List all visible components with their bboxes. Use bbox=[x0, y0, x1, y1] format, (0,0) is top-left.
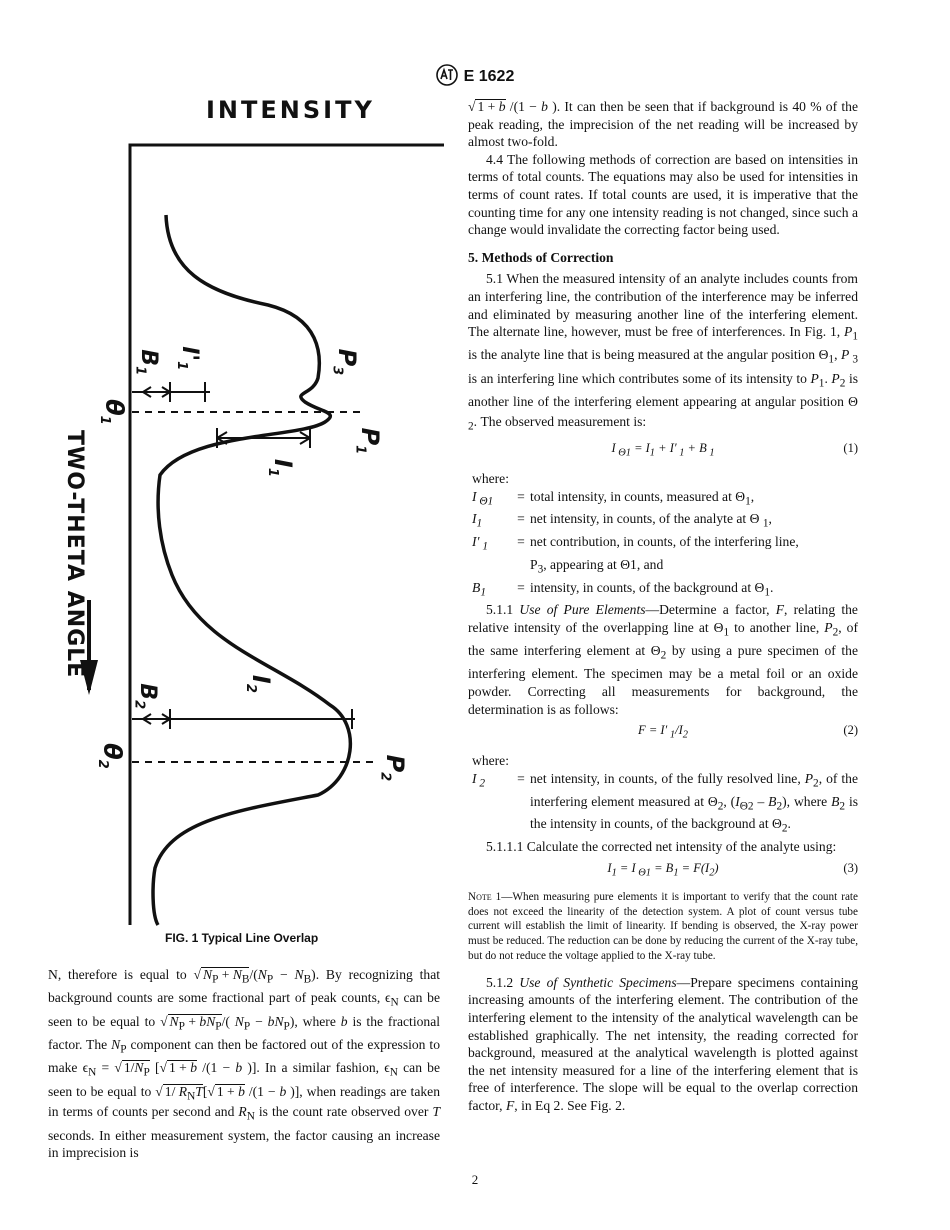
def-text: net intensity, in counts, of the analyte at Θ $_1$, bbox=[530, 511, 772, 531]
label-theta2: $\theta_2$ bbox=[94, 743, 127, 769]
left-column bbox=[48, 966, 440, 1162]
def-text: total intensity, in counts, measured at $\Theta_1$, bbox=[530, 488, 755, 508]
label-b1: $B_1$ bbox=[132, 349, 162, 376]
def-symbol: I′ $_1$ bbox=[472, 534, 489, 553]
label-i1: $I_1$ bbox=[265, 458, 297, 477]
paragraph-5-1-2: 5.1.2 Use of Synthetic Specimens—Prepare specimens containing increasing amounts of the interfering element. The contribution of the interfering element to the intensity of the analytical wavelength can be established graphically. The net intensity, the reading corrected for background, measured at the analytical wavelength is plotted against the net intensity measured for a line of the interfering element that is free of interference. The slope will be equal to the overlap correction factor, F, in Eq 2. See Fig. 2. bbox=[468, 974, 858, 1113]
paragraph-5-1-1: 5.1.1 Use of Pure Elements—Determine a factor, F, relating the relative intensity of the overlapping line at $\Theta_1$ to another line, $P_2$, of the same interfering element at $\Theta_2$ by using a pure specimen of the interfering element. The specimen may be a metal foil or an oxide powder. Correcting all measurements for background, the determination is as follows: bbox=[468, 602, 858, 717]
label-p1: $P_1$ bbox=[352, 427, 385, 455]
label-b2: $B_2$ bbox=[131, 683, 161, 710]
where-label-2: where: bbox=[472, 753, 509, 769]
section-heading-5: 5. Methods of Correction bbox=[468, 249, 614, 265]
equation-1: I $_{\Theta 1} = I_1 + I'$ $_1$ + B $_1$ (1) bbox=[611, 440, 858, 459]
label-i1-prime: $I'_1$ bbox=[173, 346, 203, 371]
definitions-list-2: I $_2$ = net intensity, in counts, of the fully resolved line, $P_2$, of the interfering element measured at $\Theta_2$, $(I_{\Theta 2} - B_2)$, where $B_2$ is the intensity in counts, of the background at $\Theta_2$. bbox=[472, 770, 858, 838]
def-text: $P_3$, appearing at Θ1, and bbox=[530, 556, 664, 576]
i1p-bar bbox=[172, 382, 205, 402]
page-number: 2 bbox=[471, 1172, 479, 1187]
paragraph-5-1-1-1: 5.1.1.1 Calculate the corrected net intensity of the analyte using: bbox=[486, 839, 837, 855]
note-1: Note 1—When measuring pure elements it is important to verify that the count rate does not exceed the linearity of the detection system. A plot of count versus tube current will establish the limit of linearity. If bending is observed, the X-ray power must be reduced. The reduction can be done by reducing the current of the X-ray tube, but do not reduce the voltage applied to the X-ray tube. bbox=[468, 890, 858, 962]
equation-3: $I_1 = I$ $_{\Theta 1} = B_1 = F(I_2)$ (3) bbox=[607, 860, 858, 879]
def-symbol: $B_1$ bbox=[472, 579, 486, 599]
def-symbol bbox=[472, 556, 512, 579]
def-symbol: $I_1$ bbox=[472, 511, 483, 531]
right-column bbox=[468, 98, 858, 1115]
def-symbol: I $_{\Theta 1}$ bbox=[472, 488, 494, 508]
intensity-axis-label: INTENSITY bbox=[206, 96, 375, 124]
two-theta-axis-label: TWO-THETA ANGLE bbox=[62, 430, 87, 679]
label-p2: $P_2$ bbox=[377, 754, 410, 782]
axis-frame bbox=[130, 145, 444, 925]
paragraph-4-4: 4.4 The following methods of correction are based on intensities in terms of total counts. The equations may also be used for intensities in terms of count rates. If total counts are used, it is imperative that the counting time for any one intensity reading is not changed, since such a change would invalidate the correcting factor being used. bbox=[468, 151, 858, 238]
b2-bar bbox=[132, 709, 355, 729]
figure-caption: FIG. 1 Typical Line Overlap bbox=[165, 931, 319, 945]
definitions-list-1: I $_{\Theta 1}$ = total intensity, in counts, measured at $\Theta_1$, $I_1$ = net intensity, in counts, of the analyte at Θ $_1$, I′ $_1$ = net contribution, in counts, of the interfering line, $P_3$, appearing at Θ1, and $B_1$ = intensity, in counts, of the background at $\Theta_1$. bbox=[472, 488, 858, 602]
def-text: net intensity, in counts, of the fully resolved line, $P_2$, of the interfering element measured at $\Theta_2$, $(I_{\Theta 2} - B_2)$, where $B_2$ is the intensity in counts, of the background at $\Theta_2$. bbox=[530, 770, 859, 836]
paragraph-5-1: 5.1 When the measured intensity of an analyte includes counts from an interfering line, the contribution of the interference may be inferred and eliminated by measuring another line of the interfering element. The alternate line, however, must be free of interferences. In Fig. 1, $P_1$ is the analyte line that is being measured at the angular position $\Theta_1$, P $_3$ is an interfering line which contributes some of its intensity to $P_1$. $P_2$ is another line of the interfering element appearing at angular position Θ $_2$. The observed measurement is: bbox=[468, 271, 859, 433]
equation-2: F = I′ $_1/I_2$ (2) bbox=[638, 723, 858, 741]
standard-designation: E 1622 bbox=[463, 68, 515, 85]
label-theta1: $\theta_1$ bbox=[96, 399, 129, 425]
paragraph-continuation: √ 1 + b /(1 − b ). It can then be seen that if background is 40 % of the peak reading, the imprecision of the net reading will be increased by almost two-fold. bbox=[468, 99, 858, 150]
def-text: net contribution, in counts, of the interfering line, bbox=[530, 534, 799, 550]
label-p3: $P_3$ bbox=[329, 348, 362, 376]
intensity-curve bbox=[153, 215, 350, 925]
paragraph-imprecision: N, therefore is equal to √ $N_P + N_B/(N_P - N_B)$. By recognizing that background counts are some fractional part of peak counts, $\epsilon_N$ can be seen to be equal to √ $N_P + bN_P/$( $N_P - bN_P$), where b is the fractional factor. The $N_P$ component can then be factored out of the expression to make $\epsilon_N$ = √ $1/N_P$ [√ 1 + b /(1 − b )]. In a similar fashion, $\epsilon_N$ can be seen to be equal to √ 1/ $R_NT[√$ 1 + b /(1 − b )], when readings are taken in terms of counts per second and $R_N$ is the count rate observed over T seconds. In either measurement system, the factor causing an increase in imprecision is bbox=[48, 967, 441, 1161]
def-text: intensity, in counts, of the background at $\Theta_1$. bbox=[530, 579, 774, 599]
where-label-1: where: bbox=[472, 471, 509, 487]
label-i2: $I_2$ bbox=[243, 674, 275, 693]
def-symbol: I $_2$ bbox=[472, 770, 486, 790]
